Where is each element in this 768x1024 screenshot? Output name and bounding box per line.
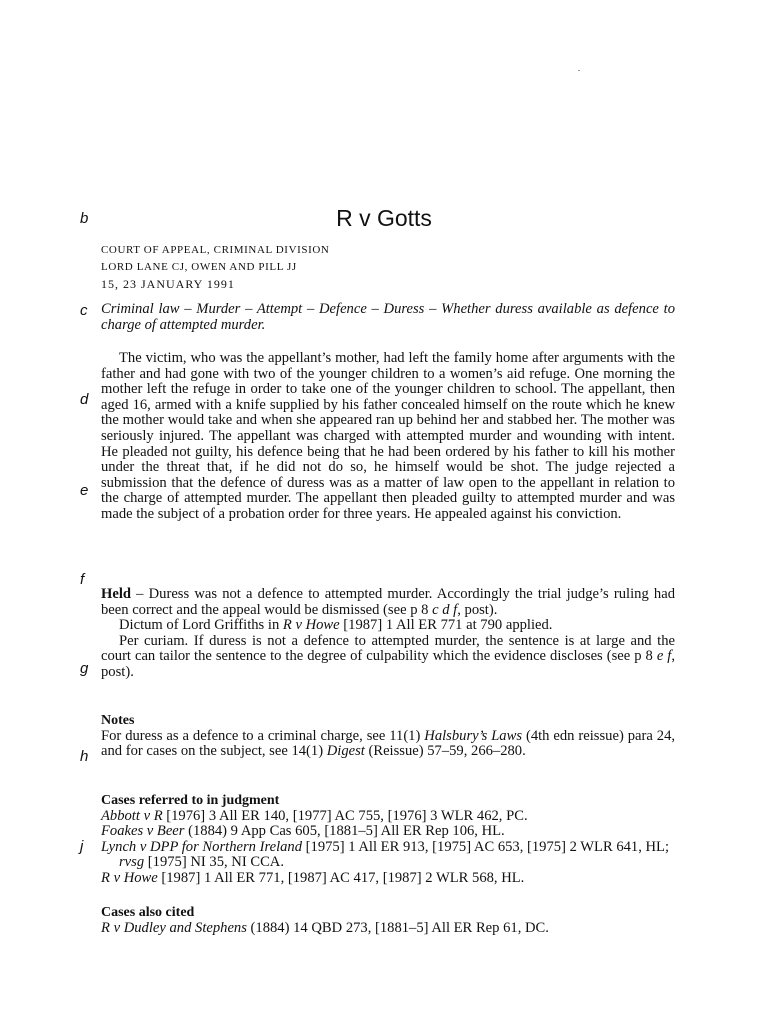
margin-letter-g: g [80, 660, 89, 677]
notes-paragraph [101, 729, 675, 760]
held-ref: c d f [432, 601, 458, 618]
case-entry [101, 824, 675, 840]
notes-heading: Notes [101, 713, 135, 728]
case-name: Abbott v R [101, 807, 163, 824]
margin-letter-b: b [80, 210, 89, 227]
dictum-cite: [1987] 1 All ER 771 at 790 applied. [339, 617, 553, 634]
case-entry [101, 871, 675, 887]
cases-cited-heading: Cases also cited [101, 905, 195, 920]
hearing-date: 15, 23 JANUARY 1991 [101, 277, 235, 291]
held-section [101, 587, 675, 681]
case-reversing-label: rvsg [119, 854, 145, 871]
cases-referred-section [101, 793, 675, 887]
notes-text-a: For duress as a defence to a criminal charge, see 11(1) [101, 727, 425, 744]
margin-letter-e: e [80, 482, 89, 499]
curiam-text: Per curiam. If duress is not a defence to attempted murder, the sentence is at large and the court can tailor the sentence to the degree of culpability which the evidence discloses (see p 8 [101, 632, 675, 665]
case-reversing-citation: [1975] NI 35, NI CCA. [144, 854, 284, 871]
dictum-case: R v Howe [282, 617, 340, 634]
case-entry [101, 809, 675, 825]
catchwords: Criminal law – Murder – Attempt – Defence – Duress – Whether duress available as defence to charge of attempted murder. [101, 301, 675, 333]
per-curiam-paragraph [101, 634, 675, 681]
case-name: Lynch v DPP for Northern Ireland [101, 838, 303, 855]
case-name: R v Dudley and Stephens [101, 919, 247, 936]
case-name: Foakes v Beer [101, 823, 185, 840]
case-name: R v Howe [101, 869, 158, 886]
case-entry [101, 840, 675, 871]
facts-paragraph: The victim, who was the appellant’s mother, had left the family home after arguments with the father and had gone with two of the younger children to a women’s aid refuge. One morning the mother left the refuge in order to take one of the younger children to school. The appellant, then aged 16, armed with a knife supplied by his father concealed himself on the route which he knew the mother would take and when she appeared ran up behind her and stabbed her. The mother was seriously injured. The appellant was charged with attempted murder and wounding with intent. He pleaded not guilty, his defence being that he had been ordered by his father to kill his mother under the threat that, if he did not do so, he himself would be shot. The judge rejected a submission that the defence of duress was as a matter of law open to the appellant in relation to the charge of attempted murder. The appellant then pleaded guilty to attempted murder and was made the subject of a probation order for three years. He appealed against his conviction. [101, 350, 675, 522]
curiam-ref: e f [656, 648, 672, 665]
case-title: R v Gotts [336, 205, 432, 231]
margin-letter-c: c [80, 302, 88, 319]
case-citation: (1884) 14 QBD 273, [1881–5] All ER Rep 61, DC. [246, 919, 549, 936]
case-citation: [1975] 1 All ER 913, [1975] AC 653, [1975] 2 WLR 641, HL; [302, 838, 670, 855]
margin-letter-j: j [80, 838, 84, 855]
notes-digest: Digest [326, 743, 365, 760]
court-judges: LORD LANE CJ, OWEN AND PILL JJ [101, 261, 297, 273]
margin-letter-d: d [80, 391, 89, 408]
page-mark [578, 70, 580, 71]
case-citation: (1884) 9 App Cas 605, [1881–5] All ER Rep 106, HL. [184, 823, 505, 840]
cases-referred-heading: Cases referred to in judgment [101, 793, 280, 808]
notes-text-c: (Reissue) 57–59, 266–280. [364, 743, 526, 760]
court-details [101, 242, 329, 293]
held-text-end: , post). [457, 601, 498, 618]
court-division: COURT OF APPEAL, CRIMINAL DIVISION [101, 244, 330, 256]
margin-letter-h: h [80, 748, 89, 765]
margin-letter-f: f [80, 571, 85, 588]
notes-text-b: (4th edn reissue) para 24, and for cases on the subject, see 14(1) [101, 727, 676, 760]
notes-book: Halsbury’s Laws [424, 727, 523, 744]
held-text: – Duress was not a defence to attempted murder. Accordingly the trial judge’s ruling had been correct and the appeal would be dismissed (see p 8 [101, 586, 675, 618]
cases-cited-section [101, 905, 675, 936]
case-citation: [1976] 3 All ER 140, [1977] AC 755, [1976] 3 WLR 462, PC. [162, 807, 528, 824]
dictum-paragraph [101, 618, 675, 634]
held-paragraph [101, 587, 675, 618]
dictum-text: Dictum of Lord Griffiths in [119, 617, 283, 634]
case-entry [101, 921, 675, 937]
case-citation: [1987] 1 All ER 771, [1987] AC 417, [1987] 2 WLR 568, HL. [157, 869, 525, 886]
notes-section [101, 713, 675, 760]
held-label: Held [101, 586, 131, 602]
headnote-facts [101, 351, 675, 523]
curiam-end: , post). [101, 648, 675, 680]
